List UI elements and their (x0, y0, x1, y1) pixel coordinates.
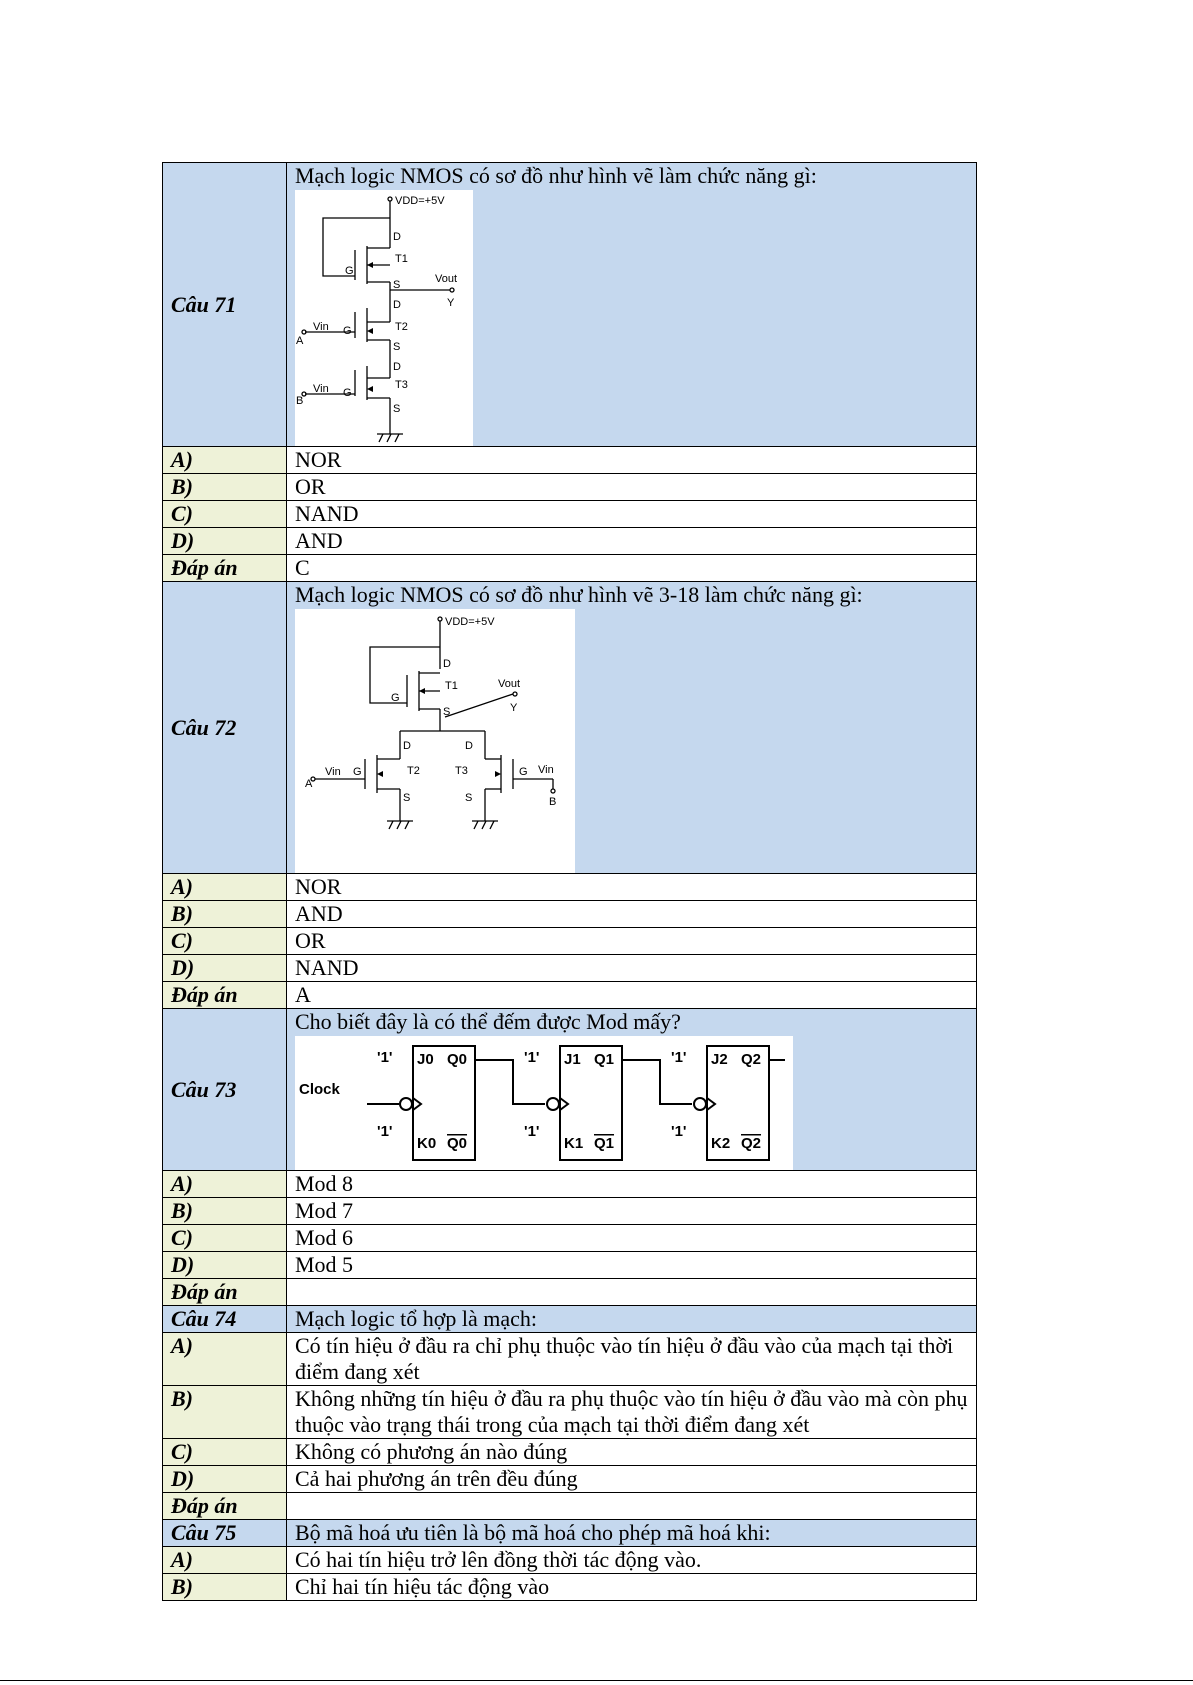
option-text[interactable]: Không có phương án nào đúng (287, 1439, 977, 1466)
vin-a-label: Vin (313, 321, 329, 333)
option-row (163, 1466, 977, 1493)
b-label: B (549, 796, 557, 808)
question-74-label: Câu 74 (163, 1306, 287, 1333)
answer-label: Đáp án (163, 982, 287, 1009)
option-text[interactable]: NAND (287, 501, 977, 528)
option-text[interactable]: Mod 6 (287, 1225, 977, 1252)
answer-label: Đáp án (163, 1493, 287, 1520)
question-72-row (163, 582, 977, 874)
question-73-row (163, 1009, 977, 1171)
question-73-label: Câu 73 (163, 1009, 287, 1171)
q1-bar-label: Q1 (594, 1135, 615, 1152)
a-label: A (296, 335, 304, 347)
option-text[interactable]: NOR (287, 447, 977, 474)
answer-value (287, 1493, 977, 1520)
option-row (163, 1386, 977, 1439)
option-label: D) (163, 1252, 287, 1279)
question-table (162, 162, 977, 1601)
d1-label: D (393, 231, 401, 243)
option-label: B) (163, 1386, 287, 1439)
d2-label: D (403, 740, 411, 752)
option-label: C) (163, 501, 287, 528)
q2-label: Q2 (741, 1051, 762, 1068)
d3-label: D (393, 361, 401, 373)
q0-label: Q0 (447, 1051, 468, 1068)
k0-input-label: '1' (377, 1123, 393, 1140)
option-label: C) (163, 1225, 287, 1252)
answer-value: A (287, 982, 977, 1009)
option-row (163, 474, 977, 501)
question-72-cell (287, 582, 977, 874)
y-label: Y (510, 702, 518, 714)
y-label: Y (447, 297, 455, 309)
option-label: D) (163, 955, 287, 982)
question-74-row (163, 1306, 977, 1333)
d2-label: D (393, 299, 401, 311)
question-73-text: Cho biết đây là có thể đếm được Mod mấy? (295, 1009, 681, 1034)
clock-label: Clock (299, 1081, 340, 1098)
option-row (163, 528, 977, 555)
option-row (163, 1574, 977, 1601)
question-75-label: Câu 75 (163, 1520, 287, 1547)
vdd-label: VDD=+5V (395, 195, 445, 207)
answer-label: Đáp án (163, 1279, 287, 1306)
jk-counter-diagram (295, 1036, 793, 1170)
j1-label: J1 (564, 1051, 581, 1068)
vin-b-label: Vin (313, 383, 329, 395)
option-text[interactable]: Cả hai phương án trên đều đúng (287, 1466, 977, 1493)
g1-label: G (345, 265, 354, 277)
vdd-label: VDD=+5V (445, 616, 495, 628)
g2-label: G (343, 325, 352, 337)
k2-label: K2 (711, 1135, 731, 1152)
nmos-nand-diagram (295, 190, 473, 446)
k0-label: K0 (417, 1135, 437, 1152)
option-label: B) (163, 1198, 287, 1225)
option-row (163, 447, 977, 474)
option-row (163, 1171, 977, 1198)
s3-label: S (465, 792, 473, 804)
option-text[interactable]: AND (287, 528, 977, 555)
vout-label: Vout (498, 678, 521, 690)
option-label: D) (163, 528, 287, 555)
q1-label: Q1 (594, 1051, 615, 1068)
option-row (163, 1252, 977, 1279)
t1-label: T1 (395, 253, 408, 265)
option-label: A) (163, 447, 287, 474)
option-row (163, 1225, 977, 1252)
option-label: B) (163, 1574, 287, 1601)
t3-label: T3 (455, 765, 468, 777)
option-row (163, 501, 977, 528)
option-label: A) (163, 874, 287, 901)
option-row (163, 874, 977, 901)
answer-row (163, 555, 977, 582)
option-label: B) (163, 474, 287, 501)
g2-label: G (353, 766, 362, 778)
option-text[interactable]: Mod 8 (287, 1171, 977, 1198)
page-bottom-rule (0, 1680, 1193, 1681)
g1-label: G (391, 692, 400, 704)
s1-label: S (443, 706, 451, 718)
question-75-row (163, 1520, 977, 1547)
question-71-cell (287, 163, 977, 447)
d3-label: D (465, 740, 473, 752)
b-label: B (296, 395, 304, 407)
option-text[interactable]: OR (287, 474, 977, 501)
k2-input-label: '1' (671, 1123, 687, 1140)
t2-label: T2 (395, 321, 408, 333)
question-72-label: Câu 72 (163, 582, 287, 874)
question-73-cell (287, 1009, 977, 1171)
q0-bar-label: Q0 (447, 1135, 468, 1152)
s1-label: S (393, 279, 401, 291)
j0-input-label: '1' (377, 1049, 393, 1066)
vin-a-label: Vin (325, 766, 341, 778)
a-label: A (305, 778, 313, 790)
t2-label: T2 (407, 765, 420, 777)
g3-label: G (519, 766, 528, 778)
t3-label: T3 (395, 379, 408, 391)
k1-input-label: '1' (524, 1123, 540, 1140)
question-75-text: Bộ mã hoá ưu tiên là bộ mã hoá cho phép mã hoá khi: (287, 1520, 977, 1547)
option-label: C) (163, 1439, 287, 1466)
option-row (163, 1333, 977, 1386)
option-row (163, 1439, 977, 1466)
t1-label: T1 (445, 680, 458, 692)
s2-label: S (403, 792, 411, 804)
option-label: A) (163, 1333, 287, 1386)
option-text[interactable]: Chỉ hai tín hiệu tác động vào (287, 1574, 977, 1601)
option-label: A) (163, 1171, 287, 1198)
j0-label: J0 (417, 1051, 434, 1068)
option-text[interactable]: Mod 7 (287, 1198, 977, 1225)
question-71-text: Mạch logic NMOS có sơ đồ như hình vẽ làm chức năng gì: (295, 163, 817, 188)
option-text[interactable]: Có hai tín hiệu trở lên đồng thời tác động vào. (287, 1547, 977, 1574)
d1-label: D (443, 658, 451, 670)
option-row (163, 1198, 977, 1225)
question-71-row (163, 163, 977, 447)
j2-label: J2 (711, 1051, 728, 1068)
q2-bar-label: Q2 (741, 1135, 762, 1152)
option-row (163, 901, 977, 928)
answer-value: C (287, 555, 977, 582)
answer-row (163, 1493, 977, 1520)
vout-label: Vout (435, 273, 458, 285)
vin-b-label: Vin (538, 764, 554, 776)
option-row (163, 1547, 977, 1574)
option-label: C) (163, 928, 287, 955)
option-text[interactable]: Không những tín hiệu ở đầu ra phụ thuộc vào tín hiệu ở đầu vào mà còn phụ thuộc vào trạng thái trong của mạch tại thời điểm đang xét (287, 1386, 977, 1439)
option-label: B) (163, 901, 287, 928)
option-text[interactable]: AND (287, 901, 977, 928)
j2-input-label: '1' (671, 1049, 687, 1066)
option-row (163, 928, 977, 955)
question-72-text: Mạch logic NMOS có sơ đồ như hình vẽ 3-18 làm chức năng gì: (295, 582, 863, 607)
option-row (163, 955, 977, 982)
s2-label: S (393, 341, 401, 353)
answer-label: Đáp án (163, 555, 287, 582)
answer-value (287, 1279, 977, 1306)
answer-row (163, 1279, 977, 1306)
option-label: D) (163, 1466, 287, 1493)
j1-input-label: '1' (524, 1049, 540, 1066)
nmos-nor-diagram (295, 609, 575, 873)
option-text[interactable]: NOR (287, 874, 977, 901)
option-label: A) (163, 1547, 287, 1574)
g3-label: G (343, 387, 352, 399)
option-text[interactable]: Mod 5 (287, 1252, 977, 1279)
question-74-text: Mạch logic tổ hợp là mạch: (287, 1306, 977, 1333)
question-71-label: Câu 71 (163, 163, 287, 447)
option-text[interactable]: NAND (287, 955, 977, 982)
s3-label: S (393, 403, 401, 415)
option-text[interactable]: OR (287, 928, 977, 955)
k1-label: K1 (564, 1135, 584, 1152)
answer-row (163, 982, 977, 1009)
option-text[interactable]: Có tín hiệu ở đầu ra chỉ phụ thuộc vào tín hiệu ở đầu vào của mạch tại thời điểm đang xét (287, 1333, 977, 1386)
